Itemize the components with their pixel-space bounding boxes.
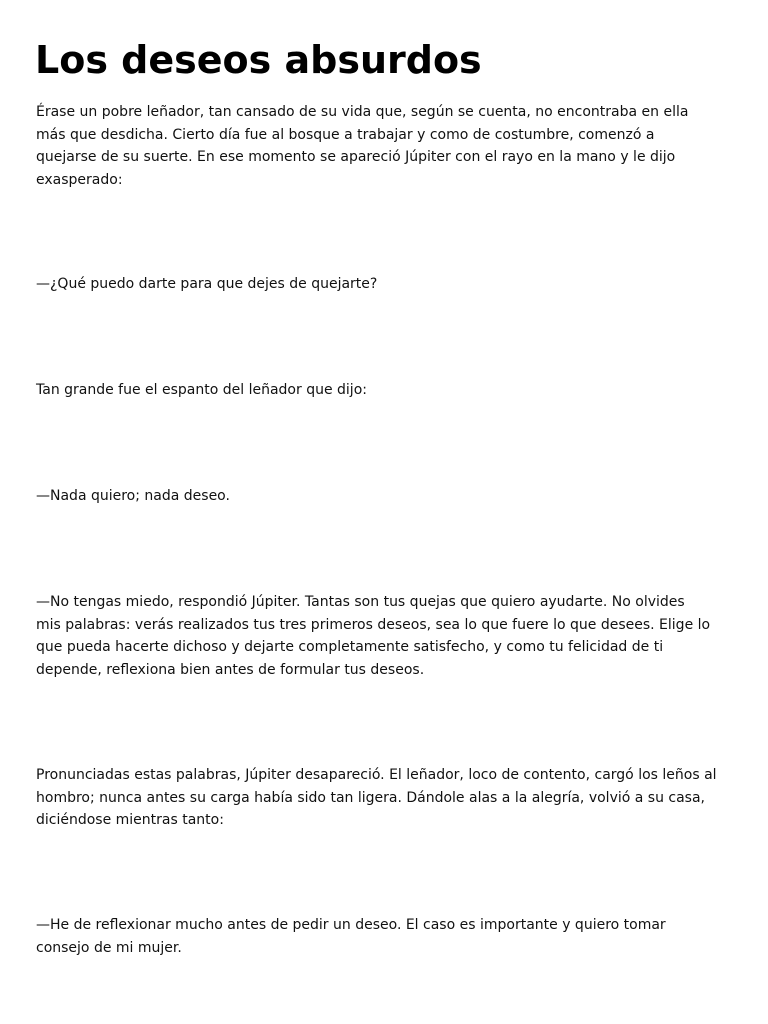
paragraph-line: —No tengas miedo, respondió Júpiter. Tantas son tus quejas que quiero ayudarte. No olvides [36, 594, 685, 610]
paragraph-intro [36, 101, 736, 191]
paragraph-line: mis palabras: verás realizados tus tres primeros deseos, sea lo que fuere lo que desees. Elige lo [36, 616, 711, 633]
paragraph-line: —¿Qué puedo darte para que dejes de quejarte? [36, 276, 378, 292]
paragraph-line: que pueda hacerte dichoso y dejarte completamente satisfecho, y como tu felicidad de ti [36, 639, 664, 655]
paragraph-line: quejarse de su suerte. En ese momento se apareció Júpiter con el rayo en la mano y le dijo [36, 149, 676, 165]
paragraph-line: diciéndose mientras tanto: [36, 812, 224, 828]
paragraph-line: más que desdicha. Cierto día fue al bosque a trabajar y como de costumbre, comenzó a [36, 126, 655, 143]
paragraph-line: Pronunciadas estas palabras, Júpiter desapareció. El leñador, loco de contento, cargó los leños al [36, 767, 717, 783]
paragraph-reflection [36, 914, 736, 959]
paragraph-jupiter-question [36, 273, 736, 296]
paragraph-line: hombro; nunca antes su carga había sido tan ligera. Dándole alas a la alegría, volvió a su casa, [36, 789, 706, 806]
paragraph-line: exasperado: [36, 171, 123, 188]
paragraph-woodcutter-reply [36, 485, 736, 508]
paragraph-jupiter-promise [36, 591, 736, 681]
paragraph-line: —Nada quiero; nada deseo. [36, 488, 230, 504]
paragraph-jupiter-disappears [36, 764, 736, 832]
paragraph-line: Érase un pobre leñador, tan cansado de su vida que, según se cuenta, no encontraba en ella [36, 104, 689, 120]
document-title: Los deseos absurdos [35, 38, 482, 82]
paragraph-line: Tan grande fue el espanto del leñador que dijo: [36, 382, 367, 398]
paragraph-line: —He de reflexionar mucho antes de pedir un deseo. El caso es importante y quiero tomar [36, 917, 666, 933]
paragraph-line: consejo de mi mujer. [36, 939, 182, 956]
paragraph-woodcutter-fear [36, 379, 736, 402]
paragraph-line: depende, reflexiona bien antes de formular tus deseos. [36, 661, 425, 678]
